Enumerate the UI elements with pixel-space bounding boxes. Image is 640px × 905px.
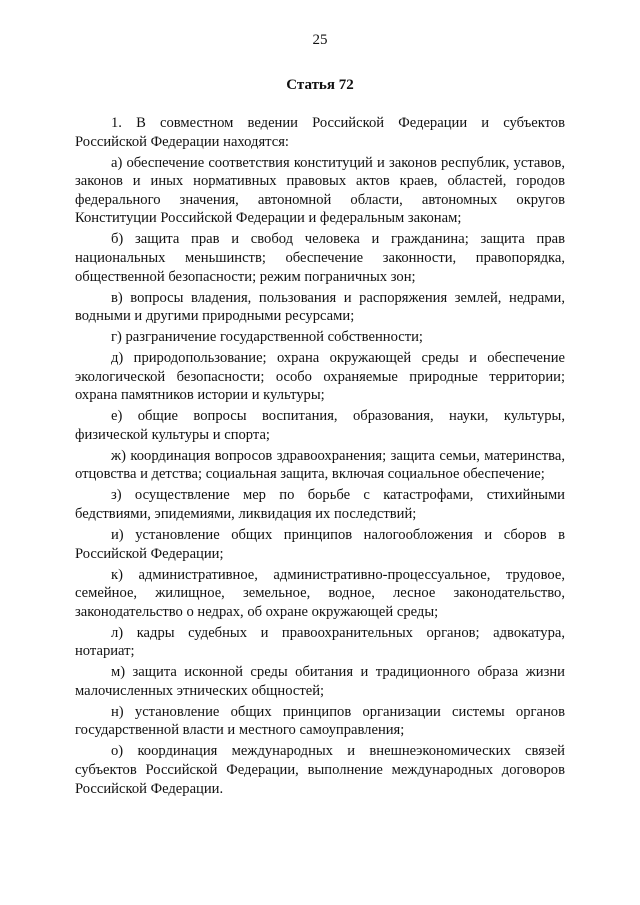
item-v: в) вопросы владения, пользования и распоряжения землей, недрами, водными и другими природными ресурсами; <box>75 289 565 325</box>
item-e: е) общие вопросы воспитания, образования, науки, культуры, физической культуры и спорта; <box>75 408 565 443</box>
item-d: д) природопользование; охрана окружающей среды и обеспечение экологической безопасности; особо охраняемые природные территории; охрана памятников истории и культуры; <box>75 350 565 404</box>
item-a: а) обеспечение соответствия конституций и законов республик, уставов, законов и иных нормативных правовых актов краев, областей, городов федерального значения, автономной области, автономных округов Конституции Российской Федерации и федеральным законам; <box>75 154 565 227</box>
paragraph-1: 1. В совместном ведении Российской Федерации и субъектов Российской Федерации находятся: <box>75 115 565 150</box>
item-m: м) защита исконной среды обитания и традиционного образа жизни малочисленных этнических общностей; <box>75 664 565 699</box>
item-i: и) установление общих принципов налогообложения и сборов в Российской Федерации; <box>75 526 565 562</box>
item-b: б) защита прав и свобод человека и гражданина; защита прав национальных меньшинств; обеспечение законности, правопорядка, общественной безопасности; режим пограничных зон; <box>75 231 565 285</box>
item-k: к) административное, административно-процессуальное, трудовое, семейное, жилищное, земельное, водное, лесное законодательство, законодательство о недрах, об охране окружающей среды; <box>75 566 565 620</box>
item-o: о) координация международных и внешнеэкономических связей субъектов Российской Федерации, выполнение международных договоров Российской Федерации. <box>75 743 565 797</box>
item-l: л) кадры судебных и правоохранительных органов; адвокатура, нотариат; <box>75 624 565 660</box>
item-n: н) установление общих принципов организации системы органов государственной власти и местного самоуправления; <box>75 703 565 739</box>
article-body <box>75 114 565 798</box>
item-g: г) разграничение государственной собственности; <box>111 329 423 346</box>
item-zh: ж) координация вопросов здравоохранения; защита семьи, материнства, отцовства и детства; социальная защита, включая социальное обеспечение; <box>75 447 565 483</box>
article-title: Статья 72 <box>286 77 354 93</box>
page-number: 25 <box>312 32 328 48</box>
document-page <box>75 30 565 801</box>
item-z: з) осуществление мер по борьбе с катастрофами, стихийными бедствиями, эпидемиями, ликвидация их последствий; <box>75 487 565 522</box>
